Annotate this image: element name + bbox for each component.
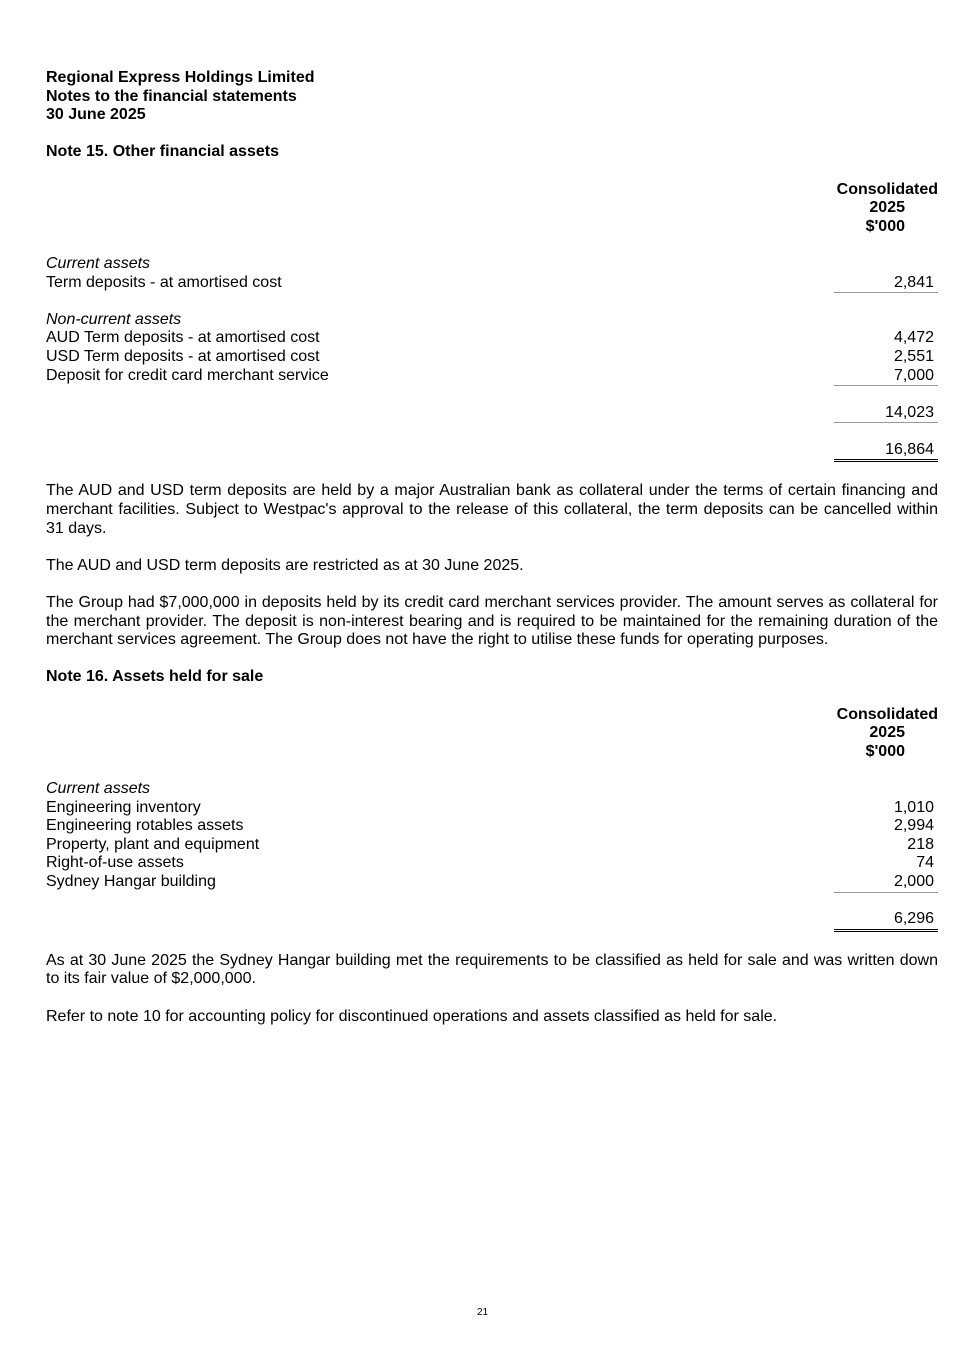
row-label: Deposit for credit card merchant service [46, 366, 329, 384]
column-unit: $'000 [865, 742, 905, 760]
row-label: Engineering inventory [46, 798, 201, 816]
row-value: 4,472 [893, 329, 934, 347]
table-row [46, 836, 938, 855]
section-heading [46, 780, 938, 799]
note-15-column-header [46, 181, 938, 237]
row-label: Term deposits - at amortised cost [46, 273, 282, 291]
table-row [46, 817, 938, 836]
total-row [46, 910, 938, 929]
section-heading-label: Non-current assets [46, 310, 182, 328]
row-label: AUD Term deposits - at amortised cost [46, 329, 320, 347]
section-heading-label: Current assets [46, 254, 151, 272]
statement-date: 30 June 2025 [46, 106, 146, 124]
total-value: 16,864 [885, 440, 934, 458]
row-value: 2,994 [893, 817, 934, 835]
section-heading [46, 255, 938, 274]
row-label: USD Term deposits - at amortised cost [46, 347, 320, 365]
subtotal-row [46, 404, 938, 423]
row-label: Engineering rotables assets [46, 817, 244, 835]
document-page [46, 69, 938, 1026]
paragraph: The AUD and USD term deposits are held by a major Australian bank as collateral under the terms of certain financing and merchant facilities. Subject to Westpac's approval to the release of this collateral, the term deposits can be cancelled within 31 days. [46, 482, 938, 537]
column-entity: Consolidated [836, 705, 938, 723]
total-row [46, 441, 938, 460]
row-value: 7,000 [893, 366, 934, 384]
row-value: 2,000 [893, 872, 934, 890]
paragraph: The Group had $7,000,000 in deposits held by its credit card merchant services provider. The amount serves as collateral for the merchant provider. The deposit is non-interest bearing and is required to be maintained for the remaining duration of the merchant services agreement. The Group does not have the right to utilise these funds for operating purposes. [46, 594, 938, 649]
paragraph: As at 30 June 2025 the Sydney Hangar building met the requirements to be classified as held for sale and was written down to its fair value of $2,000,000. [46, 951, 938, 988]
row-value: 218 [907, 835, 934, 853]
company-name: Regional Express Holdings Limited [46, 69, 315, 86]
total-value: 6,296 [893, 910, 934, 928]
paragraph: Refer to note 10 for accounting policy for discontinued operations and assets classified as held for sale. [46, 1007, 778, 1025]
table-row [46, 348, 938, 367]
document-header [46, 69, 938, 125]
row-value: 1,010 [893, 798, 934, 816]
row-label: Sydney Hangar building [46, 872, 216, 890]
document-title: Notes to the financial statements [46, 87, 297, 105]
page-number: 21 [476, 1307, 489, 1318]
note-15-title: Note 15. Other financial assets [46, 143, 279, 161]
column-unit: $'000 [865, 217, 905, 235]
column-year: 2025 [869, 199, 905, 217]
table-row [46, 274, 938, 293]
column-entity: Consolidated [836, 180, 938, 198]
table-row [46, 854, 938, 873]
row-label: Property, plant and equipment [46, 835, 260, 853]
note-16-title: Note 16. Assets held for sale [46, 668, 264, 686]
table-row [46, 873, 938, 892]
row-value: 2,551 [893, 347, 934, 365]
section-heading [46, 311, 938, 330]
row-value: 74 [916, 854, 934, 872]
table-row [46, 799, 938, 818]
table-row [46, 329, 938, 348]
section-heading-label: Current assets [46, 779, 151, 797]
row-value: 2,841 [893, 273, 934, 291]
table-row [46, 367, 938, 386]
row-label: Right-of-use assets [46, 854, 184, 872]
paragraph: The AUD and USD term deposits are restricted as at 30 June 2025. [46, 556, 524, 574]
column-year: 2025 [869, 724, 905, 742]
note-16-column-header [46, 706, 938, 762]
subtotal-value: 14,023 [885, 403, 934, 421]
